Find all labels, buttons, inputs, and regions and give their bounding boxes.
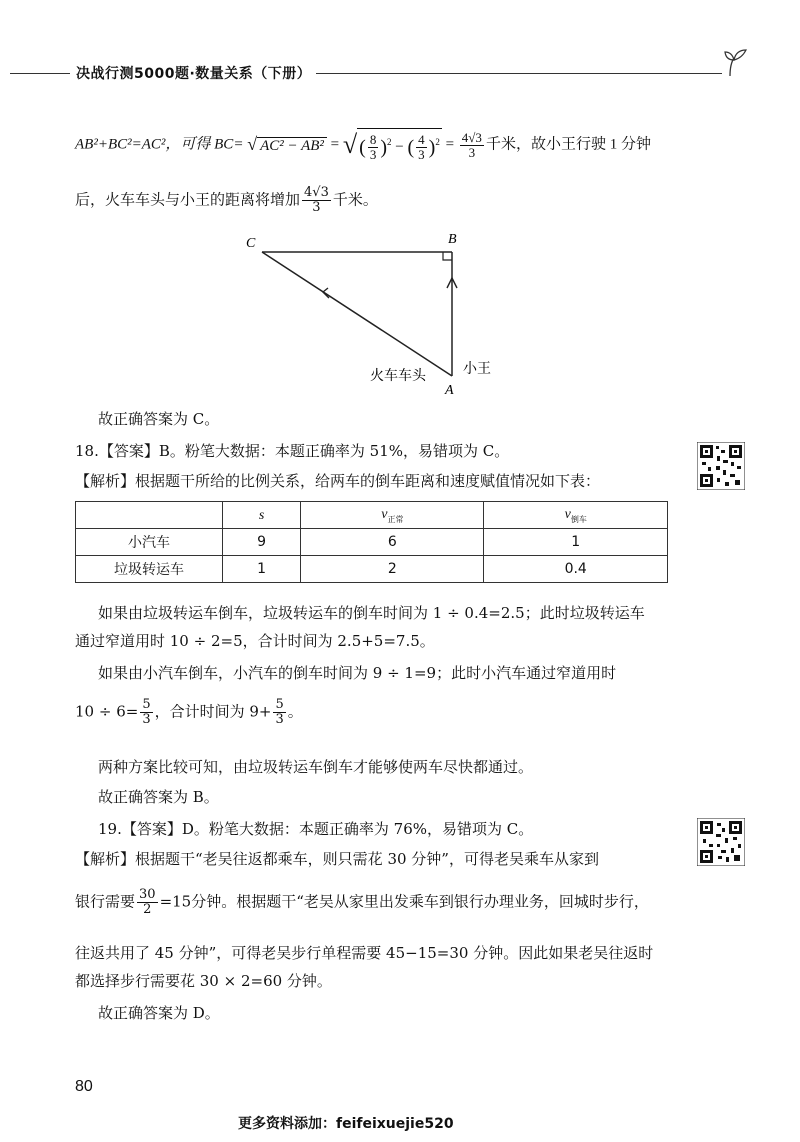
table-header-v-normal xyxy=(301,502,484,529)
distance-text: 后，火车车头与小王的距离将增加 xyxy=(75,190,301,209)
formula-tail: 千米，故小王行驶 1 分钟 xyxy=(485,136,651,153)
para2-line3: 如果由小汽车倒车，小汽车的倒车时间为 9 ÷ 1=9；此时小汽车通过窄道用时 xyxy=(98,664,617,682)
table-header-v-reverse xyxy=(484,502,668,529)
header-v-normal-sub: 正常 xyxy=(387,514,404,524)
q18-heading: 18.【答案】B。粉笔大数据：本题正确率为 51%，易错项为 C。 xyxy=(75,442,510,460)
header-rule-left xyxy=(10,73,70,74)
para2-line5: 两种方案比较可知，由垃圾转运车倒车才能够使两车尽快都通过。 xyxy=(98,758,534,776)
qr-code-icon xyxy=(697,442,745,490)
header-v-reverse-sub: 倒车 xyxy=(570,514,587,524)
formula-text: AB²+BC²=AC²，可得 BC= xyxy=(75,136,244,153)
label-b: B xyxy=(448,232,457,247)
para2-line4-b: ，合计时间为 9+ xyxy=(154,702,272,721)
para2-line4 xyxy=(75,698,303,727)
table-cell: 0.4 xyxy=(484,556,668,583)
header-s-text: s xyxy=(258,507,265,523)
sqrt-content: AC² − AB² xyxy=(257,137,327,154)
q19-frac-den: 2 xyxy=(143,902,152,917)
answer-17: 故正确答案为 C。 xyxy=(98,410,220,428)
table-cell: 1 xyxy=(223,556,301,583)
qr-code-icon xyxy=(697,818,745,866)
q19-line2-a: 银行需要 xyxy=(75,892,136,911)
speed-table xyxy=(75,501,668,583)
para2-line1: 如果由垃圾转运车倒车，垃圾转运车的倒车时间为 1 ÷ 0.4=2.5；此时垃圾转运车 xyxy=(98,604,645,622)
table-row xyxy=(76,556,668,583)
label-a: A xyxy=(445,383,454,398)
label-train-head: 火车车头 xyxy=(370,368,426,384)
answer-19: 故正确答案为 D。 xyxy=(98,1004,220,1022)
q19-frac-num: 30 xyxy=(139,887,156,902)
para2-line4-a: 10 ÷ 6= xyxy=(75,702,139,721)
q19-line1: 【解析】根据题干“老吴往返都乘车，则只需花 30 分钟”，可得老吴乘车从家到 xyxy=(75,850,599,868)
q19-line2-b: =15分钟。根据题干“老吴从家里出发乘车到银行办理业务，回城时步行， xyxy=(159,892,649,911)
table-cell: 小汽车 xyxy=(76,529,223,556)
table-cell: 1 xyxy=(484,529,668,556)
header-v-normal-text: v xyxy=(381,506,388,522)
sqrt-fractions: √ ( $\frac{8}{3}$ )$^2$ − ( $\frac{4}{3}$ )$^2$ xyxy=(343,128,442,162)
table-cell: 垃圾转运车 xyxy=(76,556,223,583)
table-header-row xyxy=(76,502,668,529)
distance-line xyxy=(75,186,378,215)
q19-line4: 都选择步行需要花 30 × 2=60 分钟。 xyxy=(75,972,332,990)
frac-b-den: 3 xyxy=(418,147,425,163)
q18-analysis: 【解析】根据题干所给的比例关系，给两车的倒车距离和速度赋值情况如下表： xyxy=(75,472,601,490)
label-c: C xyxy=(246,236,256,251)
equals-1: = xyxy=(330,136,340,153)
para2-frac2-den: 3 xyxy=(275,712,284,727)
distance-tail: 千米。 xyxy=(332,190,378,209)
equals-2: = xyxy=(445,136,455,153)
para2-line4-c: 。 xyxy=(287,702,303,721)
result-den: 3 xyxy=(468,144,476,160)
result-num: 4√3 xyxy=(461,129,482,145)
right-angle-mark xyxy=(443,252,452,260)
table-header-blank xyxy=(76,502,223,529)
header-v-reverse-text: v xyxy=(564,506,571,522)
q19-line2 xyxy=(75,888,649,917)
answer-18: 故正确答案为 B。 xyxy=(98,788,219,806)
q19-heading: 19.【答案】D。粉笔大数据：本题正确率为 76%，易错项为 C。 xyxy=(98,820,534,838)
triangle-diagram xyxy=(230,228,520,403)
para2-frac2-num: 5 xyxy=(275,697,284,712)
distance-den: 3 xyxy=(312,200,321,215)
sprout-icon xyxy=(722,48,752,78)
table-cell: 2 xyxy=(301,556,484,583)
label-xiaowang: 小王 xyxy=(463,361,491,377)
frac-a-num: 8 xyxy=(369,132,377,148)
q19-line3: 往返共用了 45 分钟”，可得老吴步行单程需要 45−15=30 分钟。因此如果老吴往返时 xyxy=(75,944,654,962)
frac-a-den: 3 xyxy=(369,147,377,163)
table-cell: 6 xyxy=(301,529,484,556)
page-number: 80 xyxy=(75,1078,93,1095)
table-row xyxy=(76,529,668,556)
table-header-s xyxy=(223,502,301,529)
header-title: 决战行测5000题·数量关系（下册） xyxy=(76,66,312,82)
edge-ca xyxy=(262,252,452,376)
para2-line2: 通过窄道用时 10 ÷ 2=5，合计时间为 2.5+5=7.5。 xyxy=(75,632,435,650)
minus-sign: − xyxy=(395,139,404,155)
para2-frac1-den: 3 xyxy=(142,712,151,727)
frac-b-num: 4 xyxy=(418,132,425,148)
para2-frac1-num: 5 xyxy=(142,697,151,712)
formula-line xyxy=(75,128,651,162)
sqrt-expression: √ AC² − AB² xyxy=(247,133,327,157)
header-rule-right xyxy=(316,73,722,74)
table-cell: 9 xyxy=(223,529,301,556)
distance-num: 4√3 xyxy=(304,185,329,200)
footer-note: 更多资料添加：feifeixuejie520 xyxy=(238,1116,454,1132)
